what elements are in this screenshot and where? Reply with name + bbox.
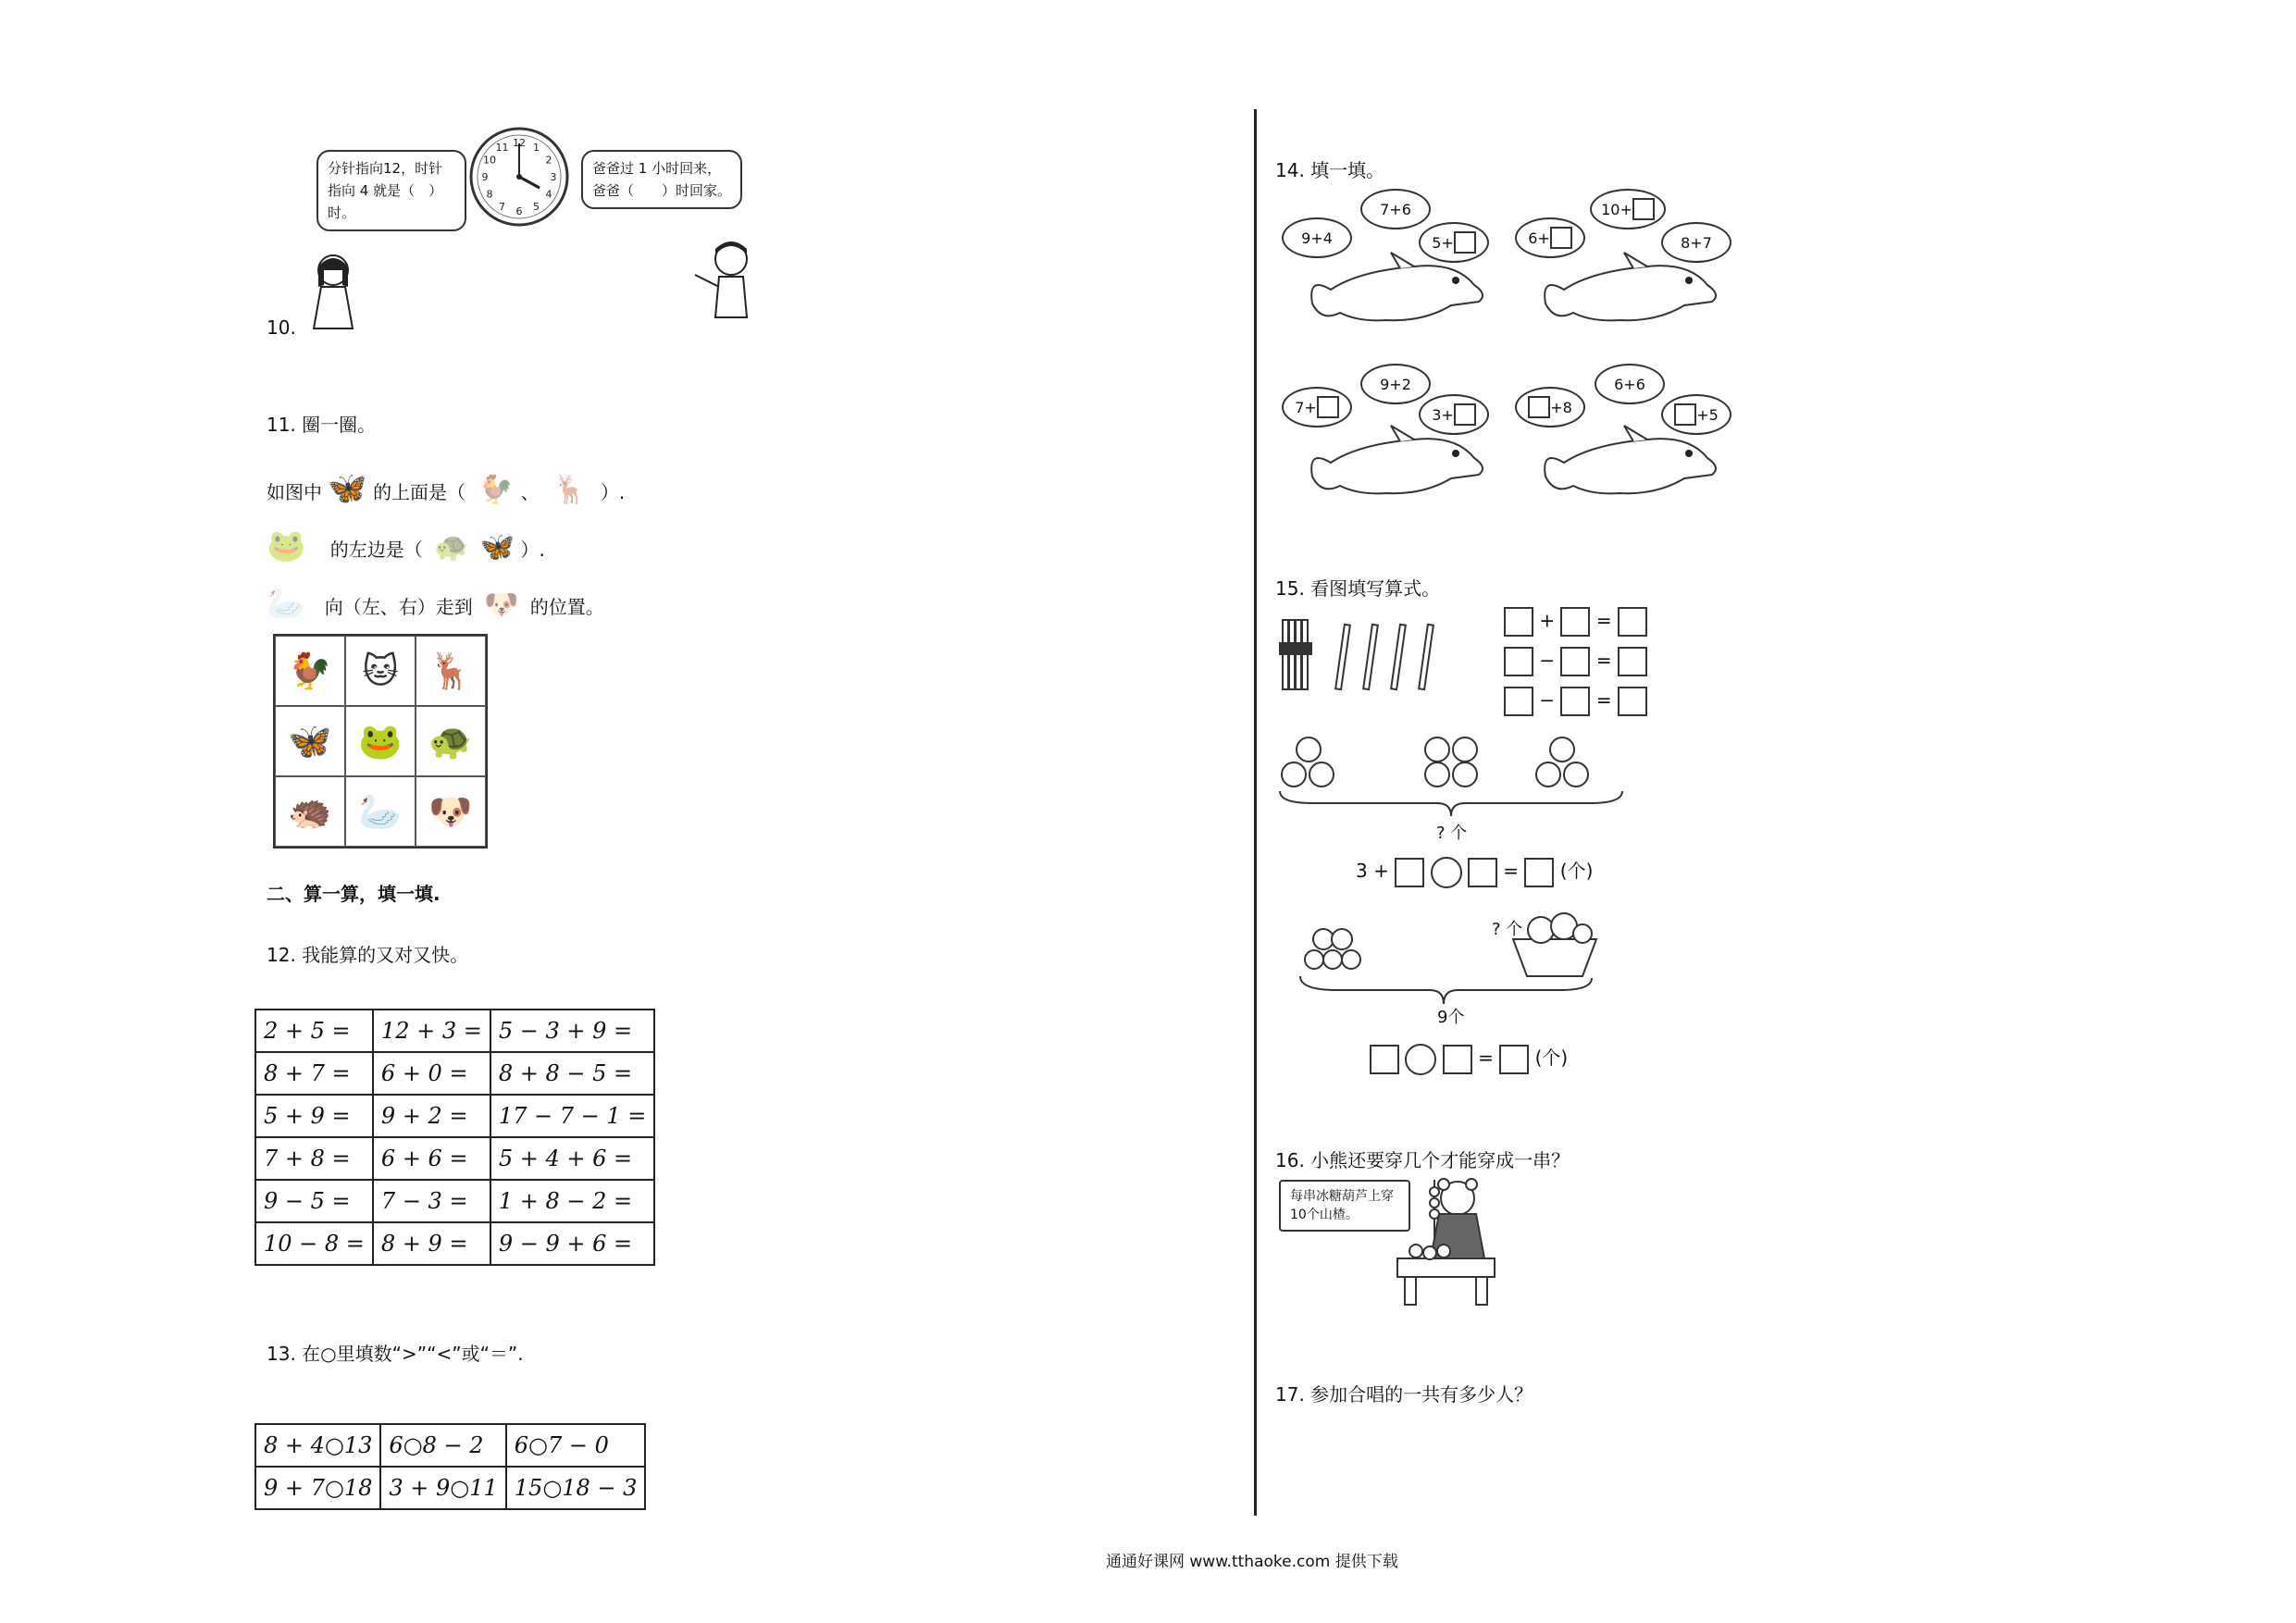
table-cell: 8 + 7 = [255,1052,373,1095]
table-cell: 8 + 8 − 5 = [490,1052,655,1095]
q11-line1-prefix: 如图中 [267,481,322,503]
answer-box[interactable] [1528,396,1550,418]
clock-numeral: 8 [486,188,493,201]
table-cell: 17 − 7 − 1 = [490,1095,655,1137]
animal-grid [273,634,488,849]
q11-line1: 如图中 🦋 的上面是（ 🐓 、 🦌 ）. [267,470,626,507]
oval-text: 5+ [1432,233,1454,252]
operator-circle[interactable] [1405,1044,1436,1075]
q11-line1-mid: 的上面是（ [373,481,466,503]
oval-expression [1590,189,1666,229]
clock-numeral: 6 [515,205,523,217]
table-cell: 3 + 9○11 [380,1467,505,1509]
q11-line2-end: ）. [520,539,545,561]
unit-label: (个) [1559,860,1594,882]
table-cell: 8 + 9 = [373,1222,490,1265]
basket-question: ? 个 [1492,920,1523,939]
q15-eq-apples [1356,856,1593,888]
grid-cell: 🐸 [345,706,416,776]
table-cell: 7 + 8 = [255,1137,373,1180]
oval-text: 10+ [1601,200,1632,218]
table-cell: 8 + 4○13 [255,1424,380,1467]
clock-numeral: 12 [513,137,526,149]
frog-icon: 🐸 [267,527,306,564]
answer-box[interactable] [1560,687,1590,716]
q15-title: 15. 看图填写算式。 [1275,577,1441,600]
q14-title: 14. 填一填。 [1275,159,1385,181]
table-cell: 10 − 8 = [255,1222,373,1265]
equals-sign: = [1595,688,1612,712]
clock-numeral: 11 [495,142,509,154]
table-cell: 1 + 8 − 2 = [490,1180,655,1222]
table-cell: 7 − 3 = [373,1180,490,1222]
table-cell: 9 − 5 = [255,1180,373,1222]
answer-box[interactable] [1468,858,1497,887]
grid-cell: 🦌 [416,636,486,706]
answer-box[interactable] [1395,858,1424,887]
table-row [255,1095,654,1137]
section-2-heading: 二、算一算，填一填. [267,883,441,905]
grid-cell: 🦔 [275,776,345,847]
q17-title: 17. 参加合唱的一共有多少人？ [1275,1383,1533,1406]
clock-numeral: 1 [533,142,540,154]
q11-line3-mid: 向（左、右）走到 [324,596,473,618]
q11-line2 [267,527,545,564]
oval-expression: 8+7 [1661,222,1731,263]
table-row [255,1467,645,1509]
q10-number: 10. [267,316,296,339]
clock-numeral: 4 [545,188,552,201]
dolphin-image [1303,421,1497,509]
q13-title: 13. 在○里填数“>”“<”或“＝”. [267,1343,524,1365]
table-cell: 5 + 9 = [255,1095,373,1137]
operator-circle[interactable] [1431,857,1462,888]
q13-table [254,1423,646,1510]
rooster-icon: 🐓 [478,474,514,506]
answer-box[interactable] [1618,607,1647,637]
table-row [255,1052,654,1095]
clock-numeral: 9 [481,171,489,183]
answer-box[interactable] [1524,858,1554,887]
equals-sign: = [1478,1047,1494,1069]
table-cell: 12 + 3 = [373,1010,490,1052]
grid-cell: 🦋 [275,706,345,776]
q11-line2-mid: 的左边是（ [329,539,423,561]
q10-bubble-right: 爸爸过 1 小时回来，爸爸（ ）时回家。 [581,150,742,209]
answer-box[interactable] [1499,1045,1529,1074]
q15-eq-row-1 [1504,607,1647,637]
answer-box[interactable] [1370,1045,1399,1074]
answer-box[interactable] [1560,647,1590,676]
answer-box[interactable] [1618,647,1647,676]
dog-icon: 🐶 [484,588,519,621]
oval-text: 3+ [1432,405,1454,424]
clock-image [467,125,571,229]
page-footer: 通通好课网 www.tthaoke.com 提供下载 [1106,1553,1398,1571]
grid-cell: 🦢 [345,776,416,847]
table-cell: 6○7 − 0 [506,1424,646,1467]
q15-eq-fruits [1370,1043,1568,1075]
table-cell: 6○8 − 2 [380,1424,505,1467]
table-cell: 9 + 7○18 [255,1467,380,1509]
q11-line3-end: 的位置。 [529,596,604,618]
clock-numeral: 7 [499,201,505,213]
q15-eq-row-2 [1504,647,1647,676]
dolphin-image [1536,248,1731,336]
equals-sign: = [1595,649,1612,672]
q11-line3 [267,585,604,622]
answer-box[interactable] [1618,687,1647,716]
oval-text: 6+ [1528,229,1550,247]
table-cell: 5 − 3 + 9 = [490,1010,655,1052]
answer-box[interactable] [1504,607,1533,637]
deer-icon: 🦌 [552,474,588,506]
minus-sign: − [1539,688,1556,712]
answer-box[interactable] [1504,687,1533,716]
clock-numeral: 5 [533,201,540,213]
clock-numeral: 3 [550,171,557,183]
grid-cell: 🐱 [345,636,416,706]
grid-cell: 🐶 [416,776,486,847]
q16-sign: 每串冰糖葫芦上穿10个山楂。 [1279,1180,1410,1232]
fruit-basket-image [1291,902,1606,1013]
oval-text: +5 [1696,405,1719,424]
minus-sign: − [1539,649,1556,672]
answer-box[interactable] [1443,1045,1472,1074]
equals-sign: = [1595,609,1612,632]
answer-box[interactable] [1504,647,1533,676]
dolphin-image [1536,421,1731,509]
oval-text: 7+ [1295,398,1317,416]
table-row [255,1137,654,1180]
answer-box[interactable] [1632,198,1655,220]
sticks-image [1275,615,1451,694]
table-cell: 15○18 − 3 [506,1467,646,1509]
oval-text: +8 [1550,398,1572,416]
grid-cell: 🐢 [416,706,486,776]
equals-sign: = [1503,860,1520,882]
table-row [255,1424,645,1467]
apples-image [1275,731,1627,824]
plus-sign: + [1539,609,1556,632]
answer-box[interactable] [1550,227,1572,249]
butterfly-icon: 🦋 [328,470,367,507]
answer-box[interactable] [1317,396,1339,418]
answer-box[interactable] [1560,607,1590,637]
goose-icon: 🦢 [267,585,306,622]
q10-bubble-left: 分针指向12，时针指向 4 就是（ ）时。 [316,150,466,231]
q12-title: 12. 我能算的又对又快。 [267,944,469,966]
column-divider [1254,109,1257,1516]
table-cell: 5 + 4 + 6 = [490,1137,655,1180]
clock-numeral: 10 [483,154,496,167]
table-cell: 9 + 2 = [373,1095,490,1137]
butterfly-icon: 🦋 [479,531,515,564]
apples-question: ? 个 [1436,824,1468,843]
q11-title: 11. 圈一圈。 [267,414,377,436]
table-cell: 6 + 0 = [373,1052,490,1095]
q11-line1-end: ）. [600,481,626,503]
boy-figure [689,236,763,319]
table-row [255,1010,654,1052]
oval-expression: 6+6 [1595,364,1665,404]
table-row [255,1222,654,1265]
table-cell: 2 + 5 = [255,1010,373,1052]
grid-cell: 🐓 [275,636,345,706]
bear-image [1379,1175,1508,1314]
eq-prefix: 3 + [1356,860,1389,882]
q16-title: 16. 小熊还要穿几个才能穿成一串？ [1275,1149,1570,1171]
oval-expression: 9+2 [1360,364,1431,404]
unit-label: (个) [1534,1047,1569,1069]
table-row [255,1180,654,1222]
oval-expression: 7+6 [1360,189,1431,229]
table-cell: 6 + 6 = [373,1137,490,1180]
total-nine-label: 9个 [1437,1008,1465,1027]
table-cell: 9 − 9 + 6 = [490,1222,655,1265]
dolphin-image [1303,248,1497,336]
girl-figure [301,250,366,333]
clock-numeral: 2 [545,154,552,167]
oval-expression: 9+4 [1282,217,1352,258]
q15-eq-row-3 [1504,687,1647,716]
turtle-icon: 🐢 [434,531,469,564]
q12-table [254,1009,655,1266]
